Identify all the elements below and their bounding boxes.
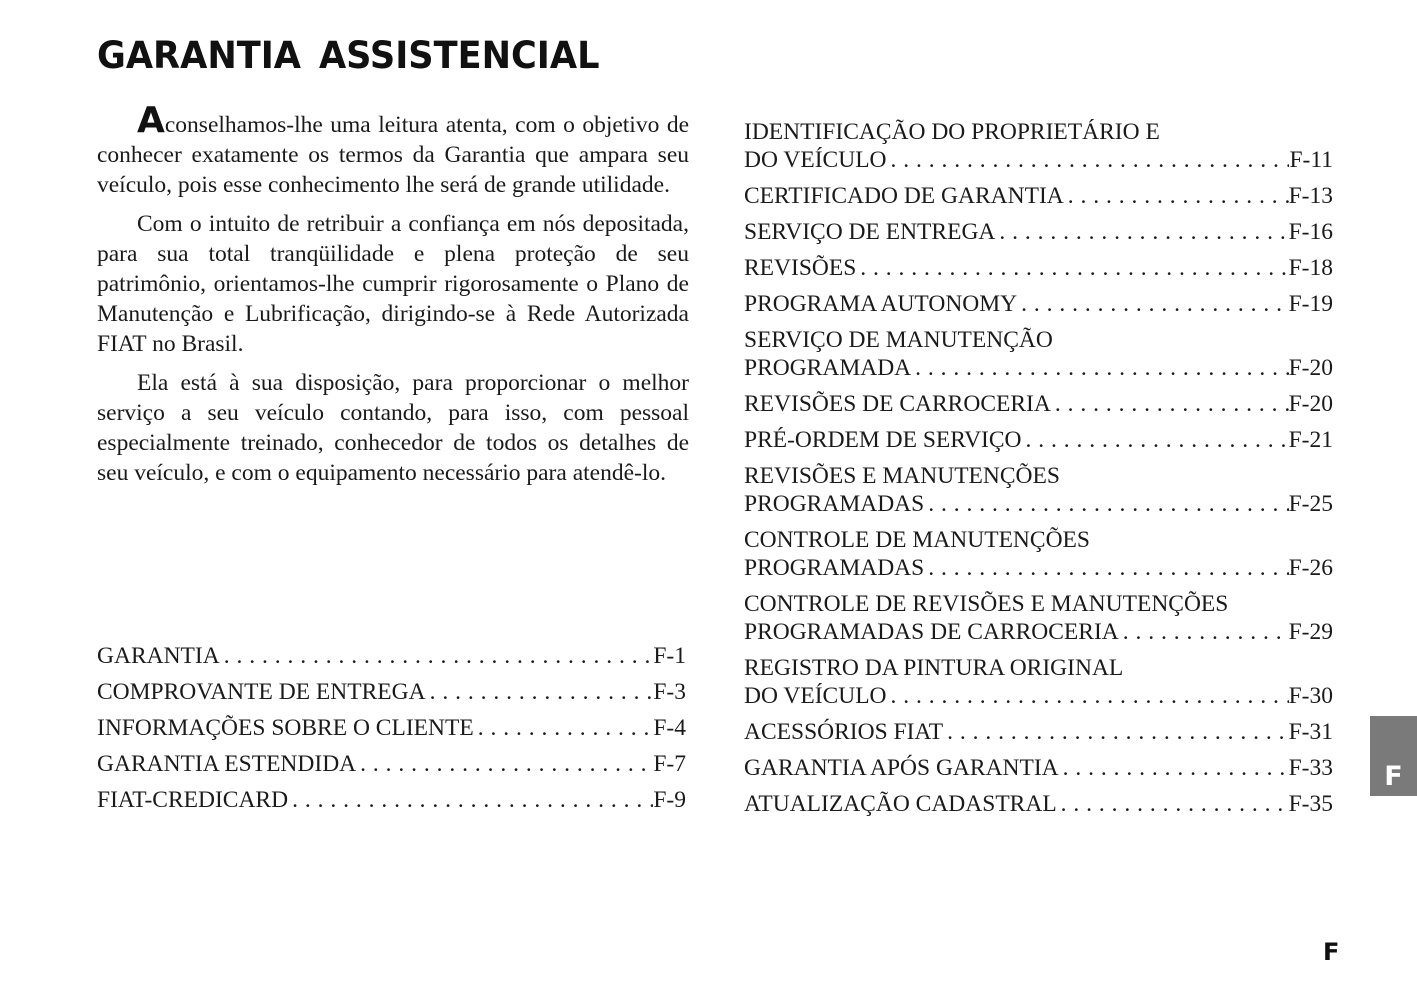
toc-label: PROGRAMADA bbox=[744, 355, 912, 381]
toc-entry-controle-de-revisoes[interactable] bbox=[744, 590, 1333, 646]
toc-label: COMPROVANTE DE ENTREGA bbox=[97, 679, 426, 705]
toc-label: CERTIFICADO DE GARANTIA bbox=[744, 183, 1064, 209]
toc-entry-revisoes[interactable] bbox=[744, 254, 1333, 282]
toc-leader bbox=[928, 490, 1288, 518]
toc-page: F-20 bbox=[1288, 391, 1333, 417]
page-title: GARANTIA ASSISTENCIAL bbox=[97, 34, 600, 77]
toc-page: F-25 bbox=[1288, 491, 1333, 517]
toc-page: F-13 bbox=[1288, 183, 1333, 209]
toc-entry-acessorios-fiat[interactable] bbox=[744, 718, 1333, 746]
toc-label: ATUALIZAÇÃO CADASTRAL bbox=[744, 791, 1057, 817]
toc-leader bbox=[1026, 426, 1289, 454]
toc-page: F-18 bbox=[1288, 255, 1333, 281]
toc-label: PROGRAMA AUTONOMY bbox=[744, 291, 1018, 317]
toc-label: GARANTIA APÓS GARANTIA bbox=[744, 755, 1059, 781]
toc-first-line: REGISTRO DA PINTURA ORIGINAL bbox=[744, 655, 1124, 681]
toc-entry-programa-autonomy[interactable] bbox=[744, 290, 1333, 318]
toc-entry-garantia[interactable] bbox=[97, 642, 686, 670]
toc-first-line: IDENTIFICAÇÃO DO PROPRIETÁRIO E bbox=[744, 119, 1160, 145]
toc-entry-controle-de-manutencoes[interactable] bbox=[744, 526, 1333, 582]
toc-label: REVISÕES bbox=[744, 255, 857, 281]
drop-cap: A bbox=[137, 100, 165, 141]
toc-label: PROGRAMADAS DE CARROCERIA bbox=[744, 619, 1119, 645]
toc-entry-certificado-de-garantia[interactable] bbox=[744, 182, 1333, 210]
toc-page: F-19 bbox=[1288, 291, 1333, 317]
toc-right bbox=[744, 118, 1333, 826]
toc-page: F-33 bbox=[1288, 755, 1333, 781]
page-section-letter: F bbox=[1323, 938, 1340, 966]
toc-label: GARANTIA bbox=[97, 643, 220, 669]
toc-entry-atualizacao-cadastral[interactable] bbox=[744, 790, 1333, 818]
toc-label: PRÉ-ORDEM DE SERVIÇO bbox=[744, 427, 1022, 453]
toc-leader bbox=[1061, 790, 1289, 818]
toc-first-line: CONTROLE DE REVISÕES E MANUTENÇÕES bbox=[744, 591, 1229, 617]
toc-label: GARANTIA ESTENDIDA bbox=[97, 751, 357, 777]
toc-page: F-31 bbox=[1288, 719, 1333, 745]
toc-leader bbox=[860, 254, 1288, 282]
toc-leader bbox=[1055, 390, 1289, 418]
section-tab-letter: F bbox=[1384, 761, 1403, 792]
intro-text bbox=[97, 100, 689, 497]
toc-leader bbox=[999, 218, 1288, 246]
intro-paragraph-1 bbox=[97, 100, 689, 200]
intro-paragraph-2: Com o intuito de retribuir a confiança em nós depositada, para sua total tranqüilidade e plena proteção de seu patrimônio, orientamos-lhe cumprir rigorosamente o Plano de Manutenção e Lubrificação, dirigindo-se à Rede Autorizada FIAT no Brasil. bbox=[97, 211, 689, 357]
toc-page: F-4 bbox=[653, 715, 686, 741]
toc-label: PROGRAMADAS bbox=[744, 555, 925, 581]
toc-page: F-9 bbox=[653, 787, 686, 813]
toc-leader bbox=[891, 146, 1290, 174]
intro-paragraph-3: Ela está à sua disposição, para proporcionar o melhor serviço a seu veículo contando, para isso, com pessoal especialmente treinado, conhecedor de todos os detalhes de seu veículo, e com o equipamento necessário para atendê-lo. bbox=[97, 370, 689, 486]
toc-entry-servico-de-entrega[interactable] bbox=[744, 218, 1333, 246]
toc-page: F-21 bbox=[1288, 427, 1333, 453]
toc-entry-garantia-apos-garantia[interactable] bbox=[744, 754, 1333, 782]
toc-page: F-3 bbox=[653, 679, 686, 705]
toc-entry-informacoes-sobre-o-cliente[interactable] bbox=[97, 714, 686, 742]
toc-entry-identificacao[interactable] bbox=[744, 118, 1333, 174]
toc-label: ACESSÓRIOS FIAT bbox=[744, 719, 944, 745]
toc-leader bbox=[1123, 618, 1289, 646]
section-side-tab bbox=[1370, 716, 1417, 796]
toc-page: F-29 bbox=[1288, 619, 1333, 645]
toc-page: F-1 bbox=[653, 643, 686, 669]
toc-label: FIAT-CREDICARD bbox=[97, 787, 289, 813]
toc-label: DO VEÍCULO bbox=[744, 147, 887, 173]
toc-leader bbox=[915, 354, 1288, 382]
toc-leader bbox=[1068, 182, 1289, 210]
toc-entry-registro-da-pintura[interactable] bbox=[744, 654, 1333, 710]
toc-leader bbox=[360, 750, 653, 778]
toc-leader bbox=[224, 642, 654, 670]
toc-entry-revisoes-de-carroceria[interactable] bbox=[744, 390, 1333, 418]
toc-page: F-26 bbox=[1288, 555, 1333, 581]
toc-entry-revisoes-e-manutencoes[interactable] bbox=[744, 462, 1333, 518]
toc-entry-comprovante-de-entrega[interactable] bbox=[97, 678, 686, 706]
toc-first-line: CONTROLE DE MANUTENÇÕES bbox=[744, 527, 1090, 553]
toc-label: SERVIÇO DE ENTREGA bbox=[744, 219, 996, 245]
toc-entry-fiat-credicard[interactable] bbox=[97, 786, 686, 814]
toc-leader bbox=[478, 714, 654, 742]
toc-label: INFORMAÇÕES SOBRE O CLIENTE bbox=[97, 715, 474, 741]
toc-label: REVISÕES DE CARROCERIA bbox=[744, 391, 1051, 417]
toc-page: F-7 bbox=[653, 751, 686, 777]
toc-label: DO VEÍCULO bbox=[744, 683, 887, 709]
toc-leader bbox=[928, 554, 1288, 582]
toc-page: F-16 bbox=[1288, 219, 1333, 245]
toc-left bbox=[97, 642, 686, 822]
toc-page: F-20 bbox=[1288, 355, 1333, 381]
toc-leader bbox=[891, 682, 1289, 710]
toc-leader bbox=[947, 718, 1288, 746]
toc-entry-servico-de-manutencao[interactable] bbox=[744, 326, 1333, 382]
toc-page: F-35 bbox=[1288, 791, 1333, 817]
toc-entry-garantia-estendida[interactable] bbox=[97, 750, 686, 778]
toc-label: PROGRAMADAS bbox=[744, 491, 925, 517]
toc-leader bbox=[1063, 754, 1289, 782]
toc-leader bbox=[430, 678, 654, 706]
toc-first-line: SERVIÇO DE MANUTENÇÃO bbox=[744, 327, 1053, 353]
toc-first-line: REVISÕES E MANUTENÇÕES bbox=[744, 463, 1060, 489]
toc-page: F-11 bbox=[1289, 147, 1333, 173]
toc-page: F-30 bbox=[1288, 683, 1333, 709]
toc-leader bbox=[1021, 290, 1288, 318]
toc-leader bbox=[292, 786, 653, 814]
toc-entry-pre-ordem-de-servico[interactable] bbox=[744, 426, 1333, 454]
intro-paragraph-1-text: conselhamos-lhe uma leitura atenta, com o objetivo de conhecer exatamente os termos da Garantia que ampara seu veículo, pois esse conhecimento lhe será de grande utilidade. bbox=[97, 112, 689, 198]
